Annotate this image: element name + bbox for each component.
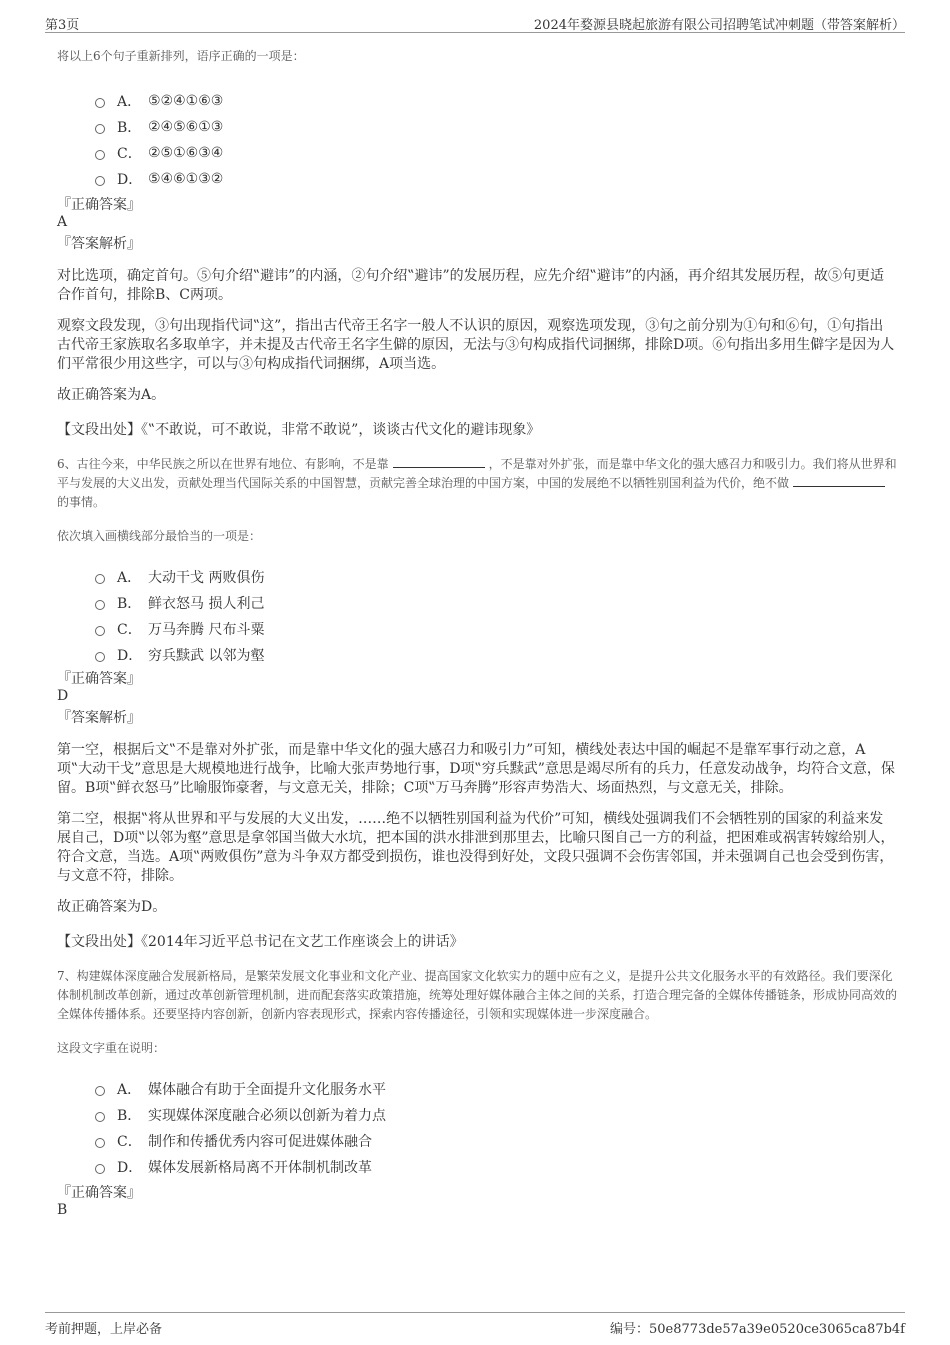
answer-label: 『正确答案』: [57, 671, 141, 687]
radio-icon[interactable]: [95, 98, 105, 108]
option-b[interactable]: B． ②④⑤⑥①③: [95, 114, 897, 140]
option-a[interactable]: A． ⑤②④①⑥③: [95, 88, 897, 114]
question-text: 6、古往今来，中华民族之所以在世界有地位、有影响，不是靠 ，不是靠对外扩张，而是靠中华文化的强大感召力和吸引力。我们将从世界和平与发展的大义出发，贡献处理当代国际关系的中国智慧，贡献完善全球治理的中国方案，中国的发展绝不以牺牲别国利益为代价，绝不做的事情。: [57, 457, 897, 509]
answer-label: 『正确答案』: [57, 197, 141, 213]
analysis-paragraph: 故正确答案为A。: [57, 387, 166, 403]
radio-icon[interactable]: [95, 150, 105, 160]
source-citation: 【文段出处】《2014年习近平总书记在文艺工作座谈会上的讲话》: [57, 934, 464, 950]
radio-icon[interactable]: [95, 574, 105, 584]
analysis-paragraph: 故正确答案为D。: [57, 899, 167, 915]
radio-icon[interactable]: [95, 1086, 105, 1096]
fill-blank: [393, 455, 485, 468]
question-7: [57, 967, 897, 1219]
option-d[interactable]: D． 媒体发展新格局离不开体制机制改革: [95, 1154, 897, 1180]
option-d[interactable]: D． ⑤④⑥①③②: [95, 166, 897, 192]
radio-icon[interactable]: [95, 600, 105, 610]
document-id: 编号：50e8773de57a39e0520ce3065ca87b4f: [610, 1322, 905, 1337]
option-b[interactable]: B． 鲜衣怒马 损人利己: [95, 590, 897, 616]
analysis-label: 『答案解析』: [57, 710, 141, 726]
analysis-paragraph: 第二空，根据‟将从世界和平与发展的大义出发，……绝不以牺牲别国利益为代价”可知，横线处强调我们不会牺牲别的国家的利益来发展自己，D项‟以邻为壑”意思是拿邻国当做大水坑，把本国的洪水排泄到那里去，比喻只图自己一方的利益，把困难或祸害转嫁给别人，符合文意，当选。A项‟两败俱伤”意为斗争双方都受到损伤，谁也没得到好处，文段只强调不会伤害邻国，并未强调自己也会受到伤害，与文意不符，排除。: [57, 811, 895, 884]
page-number: 第3页: [45, 18, 80, 33]
answer-label: 『正确答案』: [57, 1185, 141, 1201]
option-c[interactable]: C． ②⑤①⑥③④: [95, 140, 897, 166]
radio-icon[interactable]: [95, 626, 105, 636]
options-list: [95, 564, 897, 668]
question-prompt: 将以上6个句子重新排列，语序正确的一项是：: [57, 49, 305, 63]
question-prompt: 依次填入画横线部分最恰当的一项是：: [57, 529, 262, 543]
question-6: [57, 455, 897, 951]
radio-icon[interactable]: [95, 652, 105, 662]
radio-icon[interactable]: [95, 1164, 105, 1174]
radio-icon[interactable]: [95, 1138, 105, 1148]
correct-answer: A: [57, 214, 68, 230]
correct-answer: D: [57, 688, 69, 704]
correct-answer: B: [57, 1202, 68, 1218]
fill-blank: [793, 474, 885, 487]
options-list: [95, 1076, 897, 1180]
question-prompt: 这段文字重在说明：: [57, 1041, 166, 1055]
question-5: [57, 46, 897, 439]
radio-icon[interactable]: [95, 1112, 105, 1122]
document-title: 2024年婺源县晓起旅游有限公司招聘笔试冲刺题（带答案解析）: [533, 18, 905, 33]
page-header: [45, 10, 905, 33]
analysis-paragraph: 第一空，根据后文‟不是靠对外扩张，而是靠中华文化的强大感召力和吸引力”可知，横线处表达中国的崛起不是靠军事行动之意，A项‟大动干戈”意思是大规模地进行战争，比喻大张声势地行事，D项‟穷兵黩武”意思是竭尽所有的兵力，任意发动战争，均符合文意，保留。B项‟鲜衣怒马”比喻服饰豪奢，与文意无关，排除；C项‟万马奔腾”形容声势浩大、场面热烈，与文意无关，排除。: [57, 742, 895, 796]
footer-slogan: 考前押题，上岸必备: [45, 1322, 163, 1337]
option-c[interactable]: C． 制作和传播优秀内容可促进媒体融合: [95, 1128, 897, 1154]
option-a[interactable]: A． 媒体融合有助于全面提升文化服务水平: [95, 1076, 897, 1102]
radio-icon[interactable]: [95, 124, 105, 134]
source-citation: 【文段出处】《‟不敢说，可不敢说，非常不敢说”，谈谈古代文化的避讳现象》: [57, 422, 541, 438]
analysis-label: 『答案解析』: [57, 236, 141, 252]
options-list: [95, 88, 897, 192]
page-footer: [45, 1312, 905, 1337]
option-b[interactable]: B． 实现媒体深度融合必须以创新为着力点: [95, 1102, 897, 1128]
option-d[interactable]: D． 穷兵黩武 以邻为壑: [95, 642, 897, 668]
analysis-paragraph: 对比选项，确定首句。⑤句介绍‟避讳”的内涵，②句介绍‟避讳”的发展历程，应先介绍‟避讳”的内涵，再介绍其发展历程，故⑤句更适合作首句，排除B、C两项。: [57, 268, 884, 303]
document-body: [57, 40, 897, 1219]
radio-icon[interactable]: [95, 176, 105, 186]
option-a[interactable]: A． 大动干戈 两败俱伤: [95, 564, 897, 590]
option-c[interactable]: C． 万马奔腾 尺布斗粟: [95, 616, 897, 642]
question-text: 7、构建媒体深度融合发展新格局，是繁荣发展文化事业和文化产业、提高国家文化软实力的题中应有之义，是提升公共文化服务水平的有效路径。我们要深化体制机制改革创新，通过改革创新管理机制，进而配套落实政策措施，统筹处理好媒体融合主体之间的关系，打造合理完备的全媒体传播链条，形成协同高效的全媒体传播体系。还要坚持内容创新，创新内容表现形式，探索内容传播途径，引领和实现媒体进一步深度融合。: [57, 969, 898, 1021]
analysis-paragraph: 观察文段发现，③句出现指代词‟这”，指出古代帝王名字一般人不认识的原因，观察选项发现，③句之前分别为①句和⑥句，①句指出古代帝王家族取名多取单字，并未提及古代帝王名字生僻的原因，无法与③句构成指代词捆绑，排除D项。⑥句指出多用生僻字是因为人们平常很少用这些字，可以与③句构成指代词捆绑，A项当选。: [57, 318, 895, 372]
